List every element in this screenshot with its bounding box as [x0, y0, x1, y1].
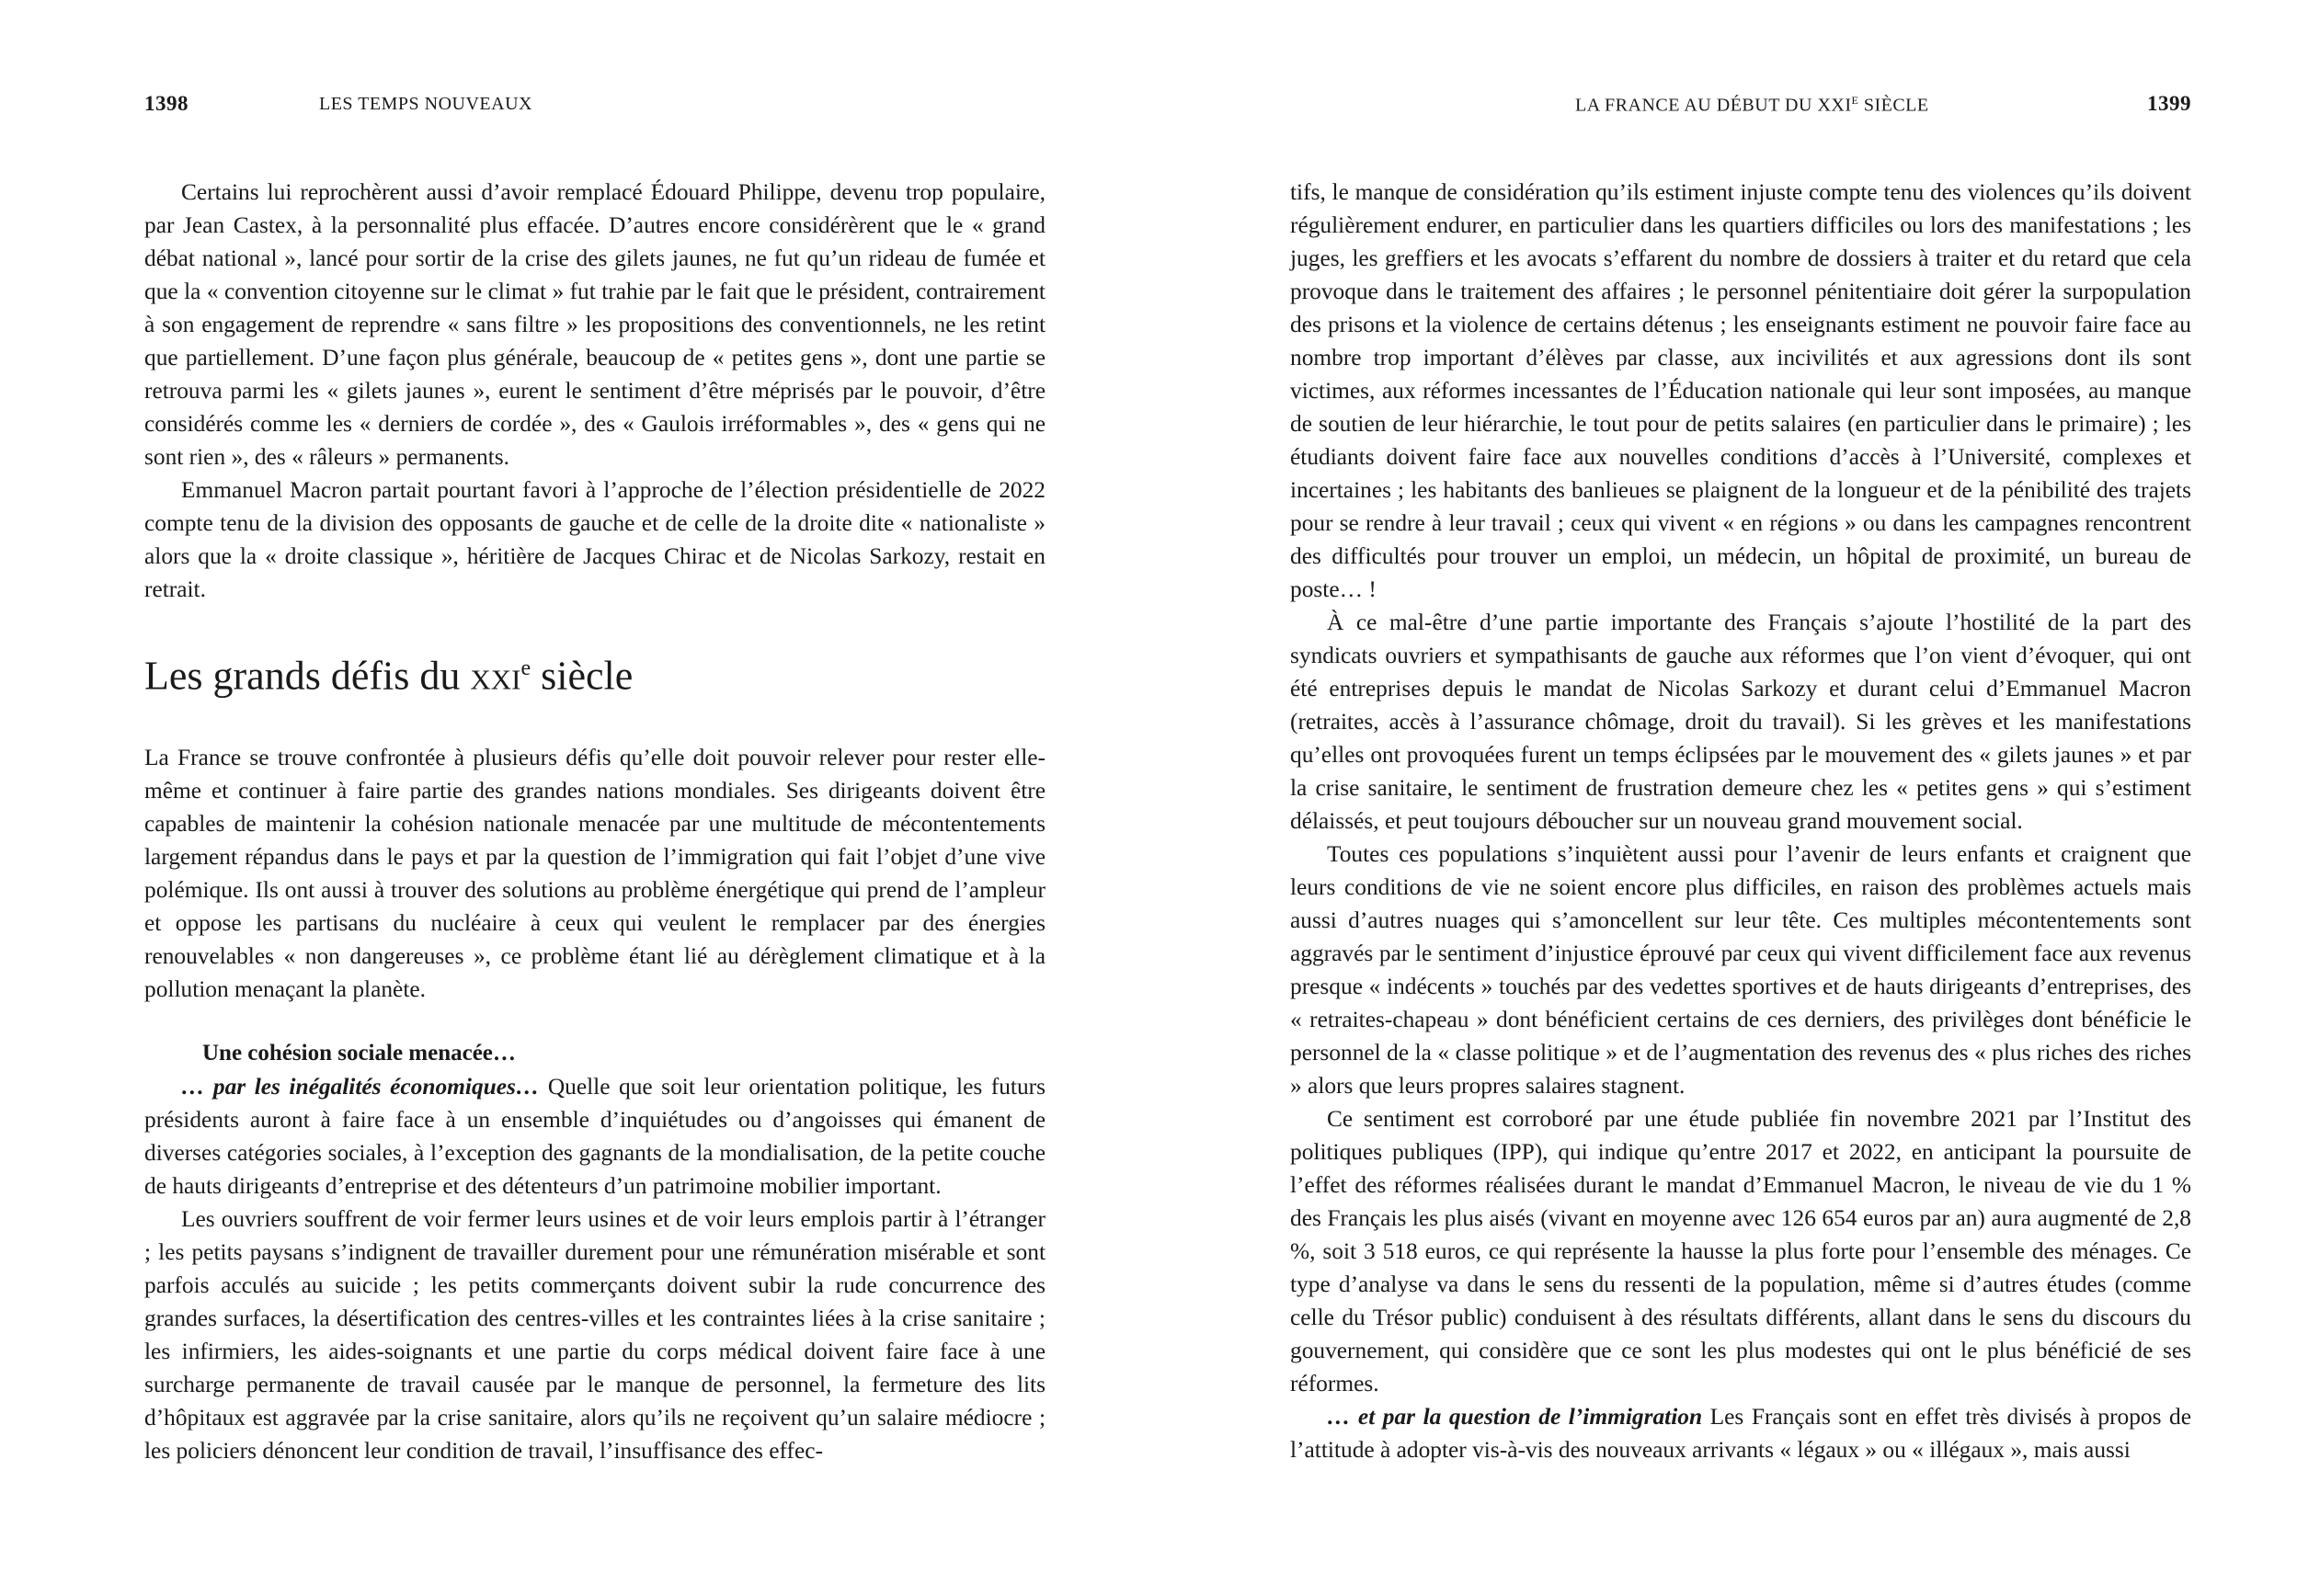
page-number: 1399: [2147, 92, 2191, 115]
section-title: Les grands défis du xxi$^e$ siècle: [144, 653, 634, 699]
left-body-text: [144, 176, 1046, 1467]
paragraph: … et par la question de l’immigration Les Français sont en effet très divisés à propos de l’attitude à adopter vis-à-vis des nouveaux arrivants « légaux » ou « illégaux », mais aussi: [1290, 1404, 2191, 1463]
running-head-title: LES TEMPS NOUVEAUX: [319, 94, 532, 114]
paragraph: Les ouvriers souffrent de voir fermer leurs usines et de voir leurs emplois partir à l’étranger ; les petits paysans s’indignent de travailler durement pour une rémunération misérable et sont parfois acculés au suicide ; les petits commerçants doivent subir la rude concurrence des grandes surfaces, la désertification des centres-villes et les contraintes liées à la crise sanitaire ; les infirmiers, les aides-soignants et une partie du corps médical doivent faire face à une surcharge permanente de travail causée par le manque de personnel, la fermeture des lits d’hôpitaux est aggravée par la crise sanitaire, alors qu’ils ne reçoivent qu’un salaire médiocre ; les policiers dénoncent leur condition de travail, l’insuffisance des effec-: [144, 1205, 1046, 1464]
paragraph: Certains lui reprochèrent aussi d’avoir remplacé Édouard Philippe, devenu trop populaire, par Jean Castex, à la personnalité plus effacée. D’autres encore considérèrent que le « grand débat national », lancé pour sortir de la crise des gilets jaunes, ne fut qu’un rideau de fumée et que la « convention citoyenne sur le climat » fut trahie par le fait que le président, contrairement à son engagement de reprendre « sans filtre » les propositions des conventionnels, ne les retint que partiellement. D’une façon plus générale, beaucoup de « petites gens », dont une partie se retrouva parmi les « gilets jaunes », eurent le sentiment d’être méprisés par le pouvoir, d’être considérés comme les « derniers de cordée », des « Gaulois irréformables », des « gens qui ne sont rien », des « râleurs » permanents.: [144, 179, 1046, 470]
century-numeral: xxi: [470, 653, 521, 699]
run-in-heading: … par les inégalités économiques…: [181, 1073, 540, 1100]
paragraph: Toutes ces populations s’inquiètent aussi pour l’avenir de leurs enfants et craignent que leurs conditions de vie ne soient encore plus difficiles, en raison des problèmes actuels mais aussi d’autres nuages qui s’amoncellent sur leur tête. Ces multiples mécontentements sont aggravés par le sentiment d’injustice éprouvé par ceux qui vivent difficilement face aux revenus presque « indécents » touchés par des vedettes sportives et de hauts dirigeants d’entreprises, des « retraites-chapeau » dont bénéficient certains de ces derniers, des privilèges dont bénéficie le personnel de la « classe politique » et de l’augmentation des revenus des « plus riches des riches » alors que leurs propres salaires stagnent.: [1290, 841, 2191, 1099]
page-number: 1398: [144, 92, 189, 115]
paragraph: tifs, le manque de considération qu’ils estiment injuste compte tenu des violences qu’ils doivent régulièrement endurer, en particulier dans les quartiers difficiles ou lors des manifestations ; les juges, les greffiers et les avocats s’effarent du nombre de dossiers à traiter et du retard que cela provoque dans le traitement des affaires ; le personnel pénitentiaire doit gérer la surpopulation des prisons et la violence de certains détenus ; les enseignants estiment ne pouvoir faire face au nombre trop important d’élèves par classe, aux incivilités et aux agressions dont ils sont victimes, aux réformes incessantes de l’Éducation nationale qui leur sont imposées, au manque de soutien de leur hiérarchie, le tout pour de petits salaires (en particulier dans le primaire) ; les étudiants doivent faire face aux nouvelles conditions d’accès à l’Université, complexes et incertaines ; les habitants des banlieues se plaignent de la longueur et de la pénibilité des trajets pour se rendre à leur travail ; ceux qui vivent « en régions » ou dans les campagnes rencontrent des difficultés pour trouver un emploi, un médecin, un hôpital de proximité, un bureau de poste… !: [1290, 179, 2191, 602]
running-head-left: [144, 92, 1046, 120]
paragraph: Ce sentiment est corroboré par une étude publiée fin novembre 2021 par l’Institut des politiques publiques (IPP), qui indique qu’entre 2017 et 2022, en anticipant la poursuite de l’effet des réformes réalisées durant le mandat d’Emmanuel Macron, le niveau de vie du 1 % des Français les plus aisés (vivant en moyenne avec 126 654 euros par an) aura augmenté de 2,8 %, soit 3 518 euros, ce qui représente la hausse la plus forte pour l’ensemble des ménages. Ce type d’analyse va dans le sens du ressenti de la population, même si d’autres études (comme celle du Trésor public) conduisent à des résultats différents, allant dans le sens du discours du gouvernement, qui considère que ce sont les plus modestes qui ont le plus bénéficié de ses réformes.: [1290, 1106, 2191, 1396]
paragraph: Emmanuel Macron partait pourtant favori à l’approche de l’élection présidentielle de 2022 compte tenu de la division des opposants de gauche et de celle de la droite dite « nationaliste » alors que la « droite classique », héritière de Jacques Chirac et de Nicolas Sarkozy, restait en retrait.: [144, 477, 1046, 602]
running-head-right: [1290, 92, 2191, 120]
running-head-title: LA FRANCE AU DÉBUT DU $XXI^E$ SIÈCLE: [1575, 94, 1929, 116]
right-page: [1290, 0, 2191, 1596]
paragraph: La France se trouve confrontée à plusieurs défis qu’elle doit pouvoir relever pour rester elle-même et continuer à faire partie des grandes nations mondiales. Ses dirigeants doivent être capables de maintenir la cohésion nationale menacée par une multitude de mécontentements largement répandus dans le pays et par la question de l’immigration qui fait l’objet d’une vive polémique. Ils ont aussi à trouver des solutions au problème énergétique qui prend de l’ampleur et oppose les partisans du nucléaire à ceux qui veulent le remplacer par des énergies renouvelables « non dangereuses », ce problème étant lié au dérèglement climatique et à la pollution menaçant la planète.: [144, 744, 1046, 1002]
left-page: [144, 0, 1046, 1596]
run-in-heading: … et par la question de l’immigration: [1327, 1404, 1703, 1430]
paragraph: … par les inégalités économiques… Quelle que soit leur orientation politique, les futurs présidents auront à faire face à un ensemble d’inquiétudes ou d’angoisses qui émanent de diverses catégories sociales, à l’exception des gagnants de la mondialisation, de la petite couche de hauts dirigeants d’entreprise et des détenteurs d’un patrimoine mobilier important.: [144, 1073, 1046, 1199]
subsection-heading: Une cohésion sociale menacée…: [202, 1040, 516, 1066]
right-body-text: [1290, 176, 2191, 1466]
paragraph: À ce mal-être d’une partie importante des Français s’ajoute l’hostilité de la part des syndicats ouvriers et sympathisants de gauche aux réformes que l’on vient d’évoquer, qui ont été entreprises depuis le mandat de Nicolas Sarkozy et durant celui d’Emmanuel Macron (retraites, accès à l’assurance chômage, droit du travail). Si les grèves et les manifestations qu’elles ont provoquées furent un temps éclipsées par le mouvement des « gilets jaunes » et par la crise sanitaire, le sentiment de frustration demeure chez les « petites gens » qui s’estiment délaissés, et peut toujours déboucher sur un nouveau grand mouvement social.: [1290, 610, 2191, 834]
